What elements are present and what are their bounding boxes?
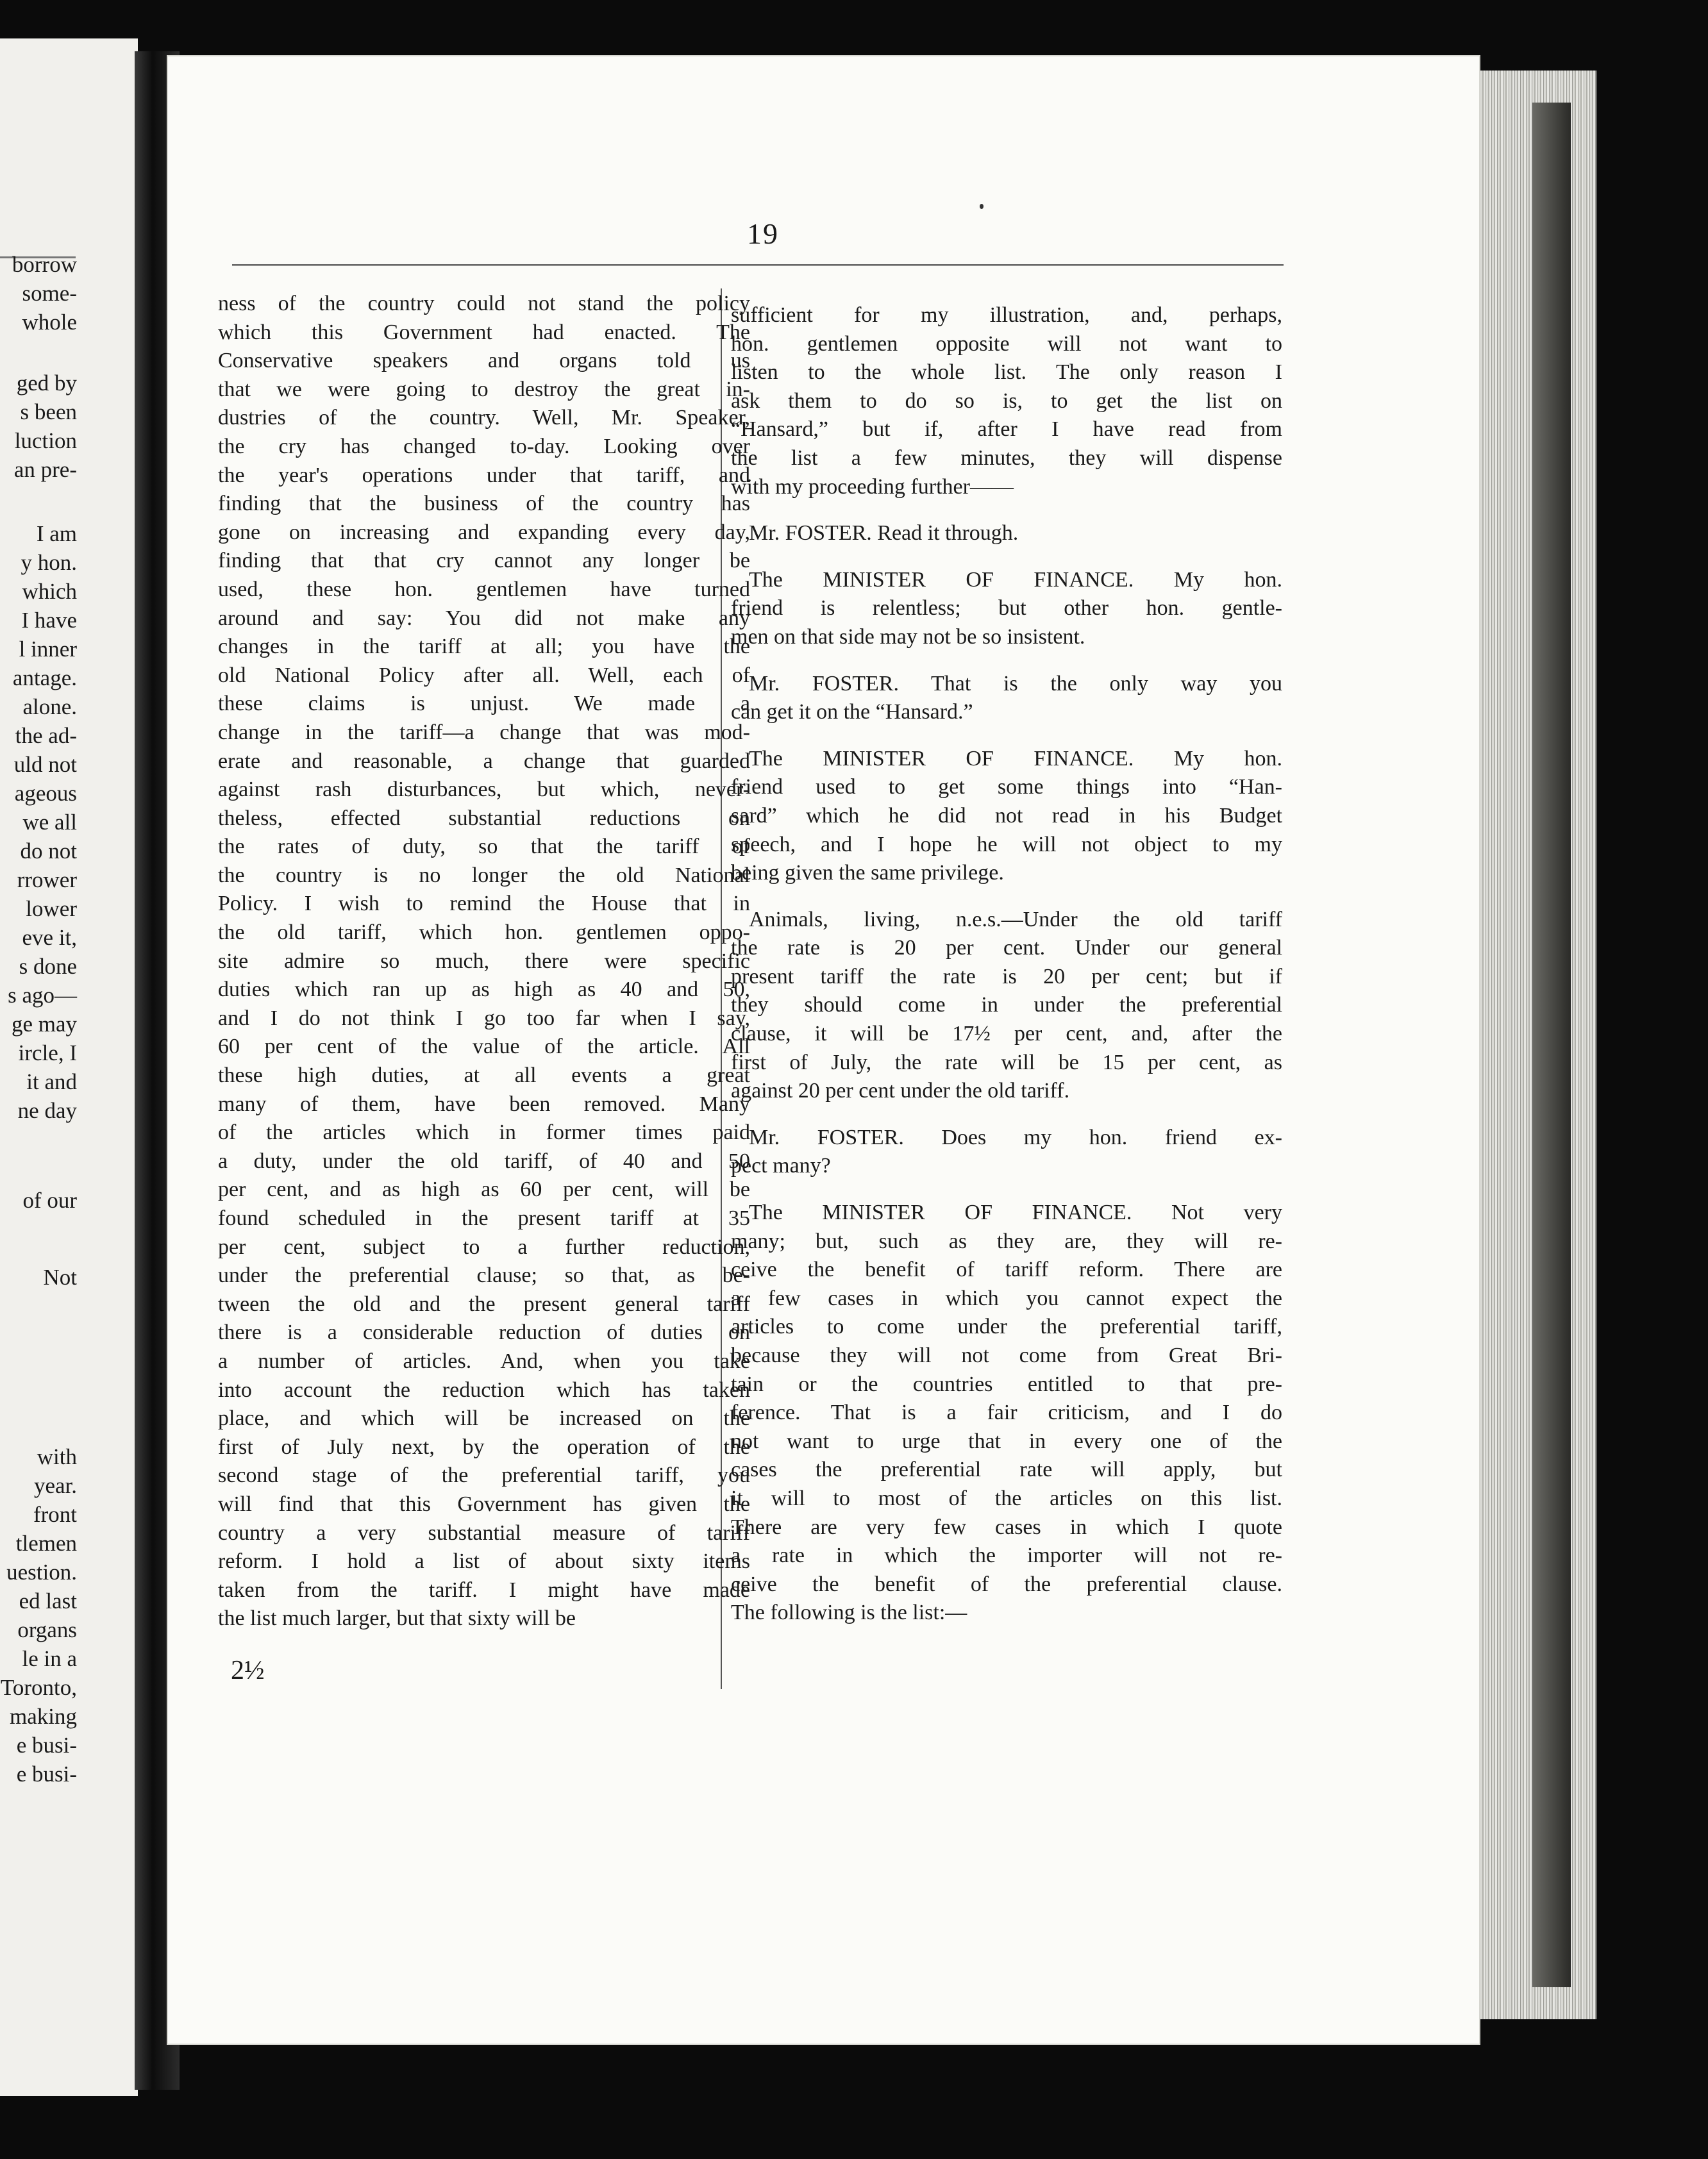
text-line: Mr. FOSTER. Read it through.	[749, 521, 1019, 546]
text-line: the list a few minutes, they will dispense	[731, 446, 1282, 470]
text-line: and I do not think I go too far when I say,	[218, 1006, 750, 1030]
text-line: a rate in which the importer will not re-	[731, 1544, 1282, 1568]
text-line: a few cases in which you cannot expect the	[731, 1286, 1282, 1310]
text-line: friend is relentless; but other hon. gentle-	[731, 596, 1282, 621]
paragraph-foster	[731, 519, 1282, 548]
facing-page-line: front	[33, 1502, 77, 1527]
text-line: these high duties, at all events a great	[218, 1063, 750, 1088]
text-line: a duty, under the old tariff, of 40 and 50	[218, 1149, 750, 1173]
paragraph	[218, 290, 750, 1633]
text-line: the rate is 20 per cent. Under our general	[731, 936, 1282, 960]
text-line: pect many?	[731, 1154, 831, 1178]
text-line: tain or the countries entitled to that pre-	[731, 1372, 1282, 1396]
text-line: the rates of duty, so that the tariff of	[218, 835, 750, 859]
facing-page-line: an pre-	[13, 457, 77, 482]
text-line: There are very few cases in which I quote	[731, 1515, 1282, 1539]
text-line: cases the preferential rate will apply, but	[731, 1458, 1282, 1482]
text-line: being given the same privilege.	[731, 861, 1004, 885]
paragraph-foster	[731, 670, 1282, 727]
text-line: second stage of the preferential tariff, you	[218, 1463, 750, 1488]
text-line: The MINISTER OF FINANCE. Not very	[749, 1201, 1282, 1225]
facing-page-line: Toronto,	[0, 1675, 77, 1700]
text-line: theless, effected substantial reductions on	[218, 806, 750, 830]
facing-page-line: y hon.	[21, 550, 77, 575]
signature-mark: 2½	[231, 1656, 265, 1685]
text-line: The MINISTER OF FINANCE. My hon.	[749, 746, 1282, 771]
text-line: friend used to get some things into “Han-	[731, 775, 1282, 799]
facing-page-line: alone.	[22, 694, 77, 719]
facing-page-line: it and	[26, 1069, 77, 1094]
facing-page-line: ged by	[16, 371, 77, 396]
text-line: the year's operations under that tariff, and	[218, 463, 750, 487]
text-line: change in the tariff—a change that was mod-	[218, 720, 750, 744]
right-column	[731, 301, 1282, 1628]
facing-page-line: the ad-	[15, 723, 77, 748]
text-line: there is a considerable reduction of duties on	[218, 1321, 750, 1345]
facing-page-line: which	[22, 579, 77, 604]
text-line: gone on increasing and expanding every day,	[218, 520, 750, 544]
facing-page-line: I am	[36, 521, 77, 546]
text-line: articles to come under the preferential tariff,	[731, 1315, 1282, 1339]
facing-page-line: uld not	[13, 752, 77, 777]
paragraph-tariff-item	[731, 906, 1282, 1106]
text-line: place, and which will be increased on the	[218, 1406, 750, 1431]
facing-page-line: lower	[26, 896, 77, 921]
text-line: per cent, and as high as 60 per cent, will be	[218, 1178, 750, 1202]
text-line: tween the old and the present general tariff	[218, 1292, 750, 1316]
facing-page-line: of our	[22, 1188, 77, 1213]
text-line: men on that side may not be so insistent.	[731, 624, 1085, 649]
page-number: 19	[747, 217, 779, 250]
facing-page-line: e busi-	[16, 1733, 77, 1758]
text-line: they should come in under the preferential	[731, 993, 1282, 1017]
text-line: Policy. I wish to remind the House that in	[218, 892, 750, 916]
text-line: Mr. FOSTER. Does my hon. friend ex-	[749, 1125, 1282, 1149]
text-line: old National Policy after all. Well, each of	[218, 663, 750, 687]
text-line: around and say: You did not make any	[218, 606, 750, 630]
facing-page-line: Not	[43, 1265, 77, 1290]
facing-page-line: ed last	[19, 1588, 77, 1613]
text-line: the list much larger, but that sixty will be	[218, 1606, 576, 1631]
text-line: under the preferential clause; so that, as be-	[218, 1263, 750, 1288]
facing-page-line: ge may	[11, 1012, 77, 1037]
page-edges-shadow	[1532, 103, 1571, 1987]
facing-page-line: ageous	[14, 781, 77, 806]
facing-page-line: we all	[22, 810, 77, 835]
facing-page-fragment	[0, 38, 138, 2096]
paragraph-minister	[731, 1199, 1282, 1628]
text-line: used, these hon. gentlemen have turned	[218, 577, 750, 601]
text-line: 60 per cent of the value of the article. All	[218, 1035, 750, 1059]
facing-page-line: tlemen	[15, 1531, 77, 1556]
text-line: first of July next, by the operation of the	[218, 1435, 750, 1459]
text-line: present tariff the rate is 20 per cent; but if	[731, 964, 1282, 988]
text-line: the country is no longer the old National	[218, 863, 750, 887]
paragraph	[731, 301, 1282, 501]
text-line: first of July, the rate will be 15 per cent, as	[731, 1050, 1282, 1074]
facing-page-line: do not	[20, 838, 77, 863]
text-line: a number of articles. And, when you take	[218, 1349, 750, 1373]
facing-page-line: some-	[22, 281, 77, 306]
text-line: ference. That is a fair criticism, and I do	[731, 1401, 1282, 1425]
text-line: finding that the business of the country has	[218, 492, 750, 516]
facing-page-line: rrower	[17, 867, 77, 892]
text-line: it will to most of the articles on this list.	[731, 1486, 1282, 1510]
text-line: ceive the benefit of the preferential clause.	[731, 1572, 1282, 1596]
text-line: changes in the tariff at all; you have the	[218, 635, 750, 659]
text-line: per cent, subject to a further reduction,	[218, 1235, 750, 1259]
text-line: country a very substantial measure of tariff	[218, 1521, 750, 1545]
text-line: The following is the list:—	[731, 1601, 967, 1625]
text-line: that we were going to destroy the great in-	[218, 377, 750, 401]
text-line: speech, and I hope he will not object to my	[731, 832, 1282, 856]
text-line: ask them to do so is, to get the list on	[731, 388, 1282, 413]
text-line: ceive the benefit of tariff reform. There are	[731, 1258, 1282, 1282]
text-line: against 20 per cent under the old tariff.	[731, 1079, 1070, 1103]
text-line: against rash disturbances, but which, never-	[218, 778, 750, 802]
text-line: Mr. FOSTER. That is the only way you	[749, 671, 1282, 696]
text-line: Conservative speakers and organs told us	[218, 349, 750, 373]
text-line: the old tariff, which hon. gentlemen oppo-	[218, 921, 750, 945]
paragraph-minister	[731, 745, 1282, 888]
text-line: because they will not come from Great Bri-	[731, 1344, 1282, 1367]
facing-page-line: borrow	[12, 252, 77, 277]
text-line: many; but, such as they are, they will re-	[731, 1229, 1282, 1253]
text-line: clause, it will be 17½ per cent, and, after the	[731, 1022, 1282, 1046]
facing-page-line: making	[10, 1704, 77, 1729]
text-line: into account the reduction which has taken	[218, 1378, 750, 1402]
facing-page-line: with	[37, 1444, 77, 1469]
facing-page-line: s been	[20, 399, 77, 424]
text-line: will find that this Government has given the	[218, 1492, 750, 1516]
text-line: sufficient for my illustration, and, perhaps,	[731, 303, 1282, 327]
text-line: The MINISTER OF FINANCE. My hon.	[749, 567, 1282, 592]
facing-page-line: organs	[17, 1617, 77, 1642]
text-line: “Hansard,” but if, after I have read from	[731, 417, 1282, 442]
paragraph-foster	[731, 1124, 1282, 1181]
left-column	[218, 290, 750, 1633]
facing-page-line: eve it,	[22, 925, 77, 950]
text-line: listen to the whole list. The only reason I	[731, 360, 1282, 385]
text-line: the cry has changed to-day. Looking over	[218, 434, 750, 458]
text-line: finding that that cry cannot any longer be	[218, 549, 750, 573]
text-line: hon. gentlemen opposite will not want to	[731, 331, 1282, 356]
facing-page-line: l inner	[19, 637, 77, 662]
text-line: many of them, have been removed. Many	[218, 1092, 750, 1116]
text-line: found scheduled in the present tariff at 35	[218, 1206, 750, 1230]
facing-page-line: ne day	[17, 1098, 77, 1123]
facing-page-line: antage.	[12, 665, 77, 690]
text-line: not want to urge that in every one of the	[731, 1429, 1282, 1453]
facing-page-line: year.	[33, 1473, 77, 1498]
facing-page-line: e busi-	[16, 1762, 77, 1787]
text-line: duties which ran up as high as 40 and 50,	[218, 978, 750, 1002]
text-line: ness of the country could not stand the policy	[218, 292, 750, 315]
text-line: reform. I hold a list of about sixty items	[218, 1549, 750, 1574]
text-line: erate and reasonable, a change that guarded	[218, 749, 750, 773]
text-line: which this Government had enacted. The	[218, 320, 750, 344]
facing-page-line: uestion.	[6, 1560, 77, 1585]
text-line: of the articles which in former times paid	[218, 1121, 750, 1145]
text-line: taken from the tariff. I might have made	[218, 1578, 750, 1602]
paragraph-minister	[731, 566, 1282, 652]
text-line: site admire so much, there were specific	[218, 949, 750, 973]
facing-page-line: le in a	[22, 1646, 77, 1671]
facing-page-line: I have	[21, 608, 77, 633]
facing-page-line: luction	[14, 428, 77, 453]
text-line: with my proceeding further——	[731, 474, 1014, 499]
text-line: these claims is unjust. We made a	[218, 692, 750, 716]
facing-page-line: whole	[22, 310, 77, 335]
text-line: sard” which he did not read in his Budget	[731, 803, 1282, 828]
text-line: can get it on the “Hansard.”	[731, 700, 973, 724]
text-line: Animals, living, n.e.s.—Under the old tariff	[749, 907, 1282, 931]
text-line: dustries of the country. Well, Mr. Speaker,	[218, 406, 750, 430]
header-rule	[232, 264, 1284, 269]
facing-page-line: s ago—	[8, 983, 77, 1008]
facing-page-line: ircle, I	[18, 1040, 77, 1065]
paper-speck	[980, 204, 984, 209]
facing-page-line: s done	[19, 954, 77, 979]
